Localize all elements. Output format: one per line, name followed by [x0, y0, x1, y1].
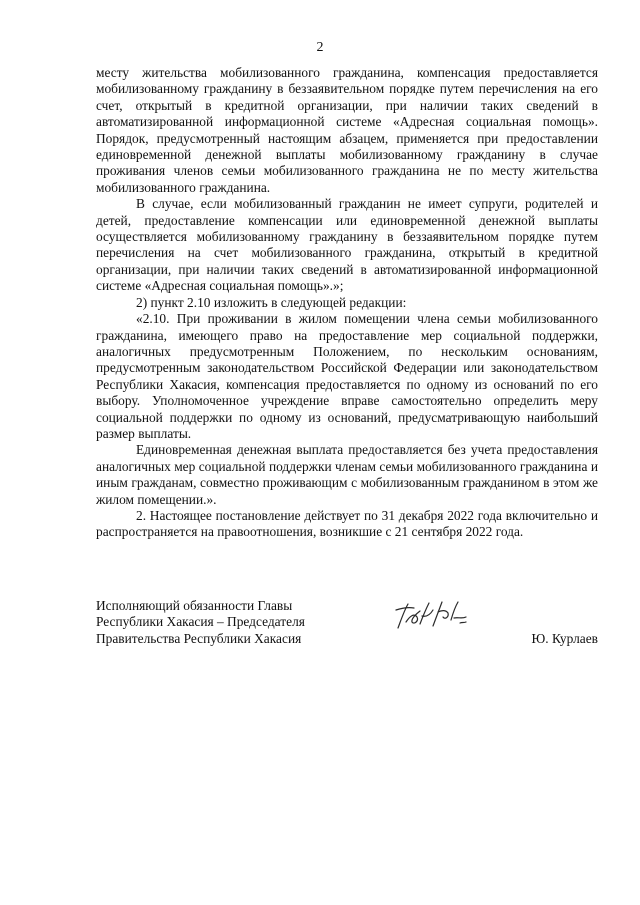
- paragraph-no-spouse-case: В случае, если мобилизованный гражданин не имеет супруги, родителей и детей, предоставление компенсации или единовременной денежной выплаты осуществляется мобилизованному гражданину в беззаявительном порядке путем перечисления на счет мобилизованного гражданина, открытый в кредитной организации, при наличии таких сведений в автоматизированной информационной системе «Адресная социальная помощь».»;: [96, 196, 598, 294]
- paragraph-clause-2-10: «2.10. При проживании в жилом помещении члена семьи мобилизованного гражданина, имеющего право на предоставление мер социальной поддержки, аналогичных предусмотренным Положением, по нескольким основаниям, предусмотренным законодательством Российской Федерации или законодательством Республики Хакасия, компенсация предоставляется по одному из оснований по его выбору. Уполномоченное учреждение вправе самостоятельно определить меру социальной поддержки по одному из оснований, предусматривающую наибольший размер выплаты.: [96, 311, 598, 441]
- paragraph-continuation: месту жительства мобилизованного гражданина, компенсация предоставляется мобилизованному гражданину в беззаявительном порядке путем перечисления на его счет, открытый в кредитной организации, при наличии таких сведений в автоматизированной информационной системе «Адресная социальная помощь». Порядок, предусмотренный настоящим абзацем, применяется при предоставлении единовременной денежной выплаты мобилизованному гражданину в случае проживания членов семьи мобилизованного гражданина не по месту жительства мобилизованного гражданина.: [96, 65, 598, 195]
- signature-block: [96, 598, 598, 668]
- signer-title-line: Правительства Республики Хакасия: [96, 630, 302, 646]
- signer-title-line: Исполняющий обязанности Главы: [96, 598, 293, 613]
- signer-name: Ю. Курлаев: [531, 630, 598, 646]
- paragraph-amendment-item-2: 2) пункт 2.10 изложить в следующей редакции:: [136, 294, 407, 310]
- signer-title: [96, 598, 305, 647]
- signer-title-line: Республики Хакасия – Председателя: [96, 614, 305, 630]
- page-number: 2: [316, 40, 324, 55]
- handwritten-signature: [392, 598, 470, 632]
- paragraph-effective-period: 2. Настоящее постановление действует по 31 декабря 2022 года включительно и распространяется на правоотношения, возникшие с 21 сентября 2022 года.: [96, 507, 598, 540]
- document-body: [96, 65, 598, 541]
- paragraph-lump-sum-payment: Единовременная денежная выплата предоставляется без учета предоставления аналогичных мер социальной поддержки членам семьи мобилизованного гражданина и иным гражданам, совместно проживающим с мобилизованным гражданином в этом же жилом помещении.».: [96, 442, 598, 507]
